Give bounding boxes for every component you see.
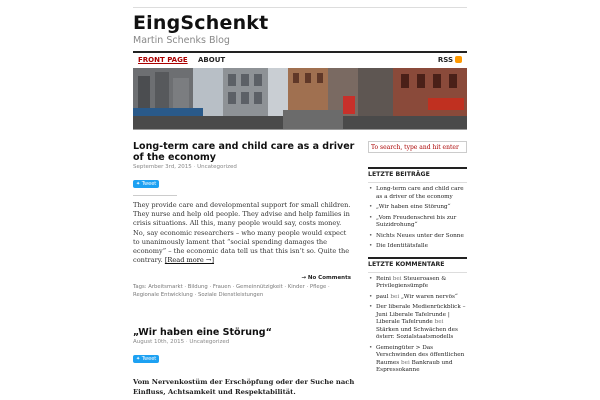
- site-tagline: Martin Schenks Blog: [133, 35, 230, 46]
- tag-link[interactable]: Bildung: [187, 284, 208, 291]
- main-content: [133, 141, 358, 397]
- list-item: [368, 345, 467, 375]
- post-category[interactable]: Uncategorized: [189, 339, 230, 346]
- post-category[interactable]: Uncategorized: [197, 164, 237, 170]
- sidebar: [368, 141, 467, 375]
- recent-post-link[interactable]: Die Identitätsfalle: [376, 243, 428, 249]
- rss-icon: [455, 56, 462, 63]
- post: [133, 141, 358, 299]
- rss-link[interactable]: [438, 56, 462, 64]
- comment-on: bei: [390, 293, 400, 300]
- search-input[interactable]: To search, type and hit enter: [368, 141, 467, 153]
- widget-title: LETZTE KOMMENTARE: [368, 259, 467, 273]
- post-meta: September 3rd, 2015 · Uncategorized: [133, 164, 237, 170]
- twitter-icon: ✦: [136, 181, 141, 187]
- tweet-button[interactable]: [133, 355, 159, 363]
- read-more-link[interactable]: [Read more →]: [164, 256, 215, 265]
- page-wrapper: [133, 0, 467, 400]
- main-nav: [133, 51, 467, 69]
- site-title[interactable]: EingSchenkt: [133, 12, 269, 34]
- recent-comments-widget: [368, 257, 467, 375]
- tweet-button[interactable]: [133, 180, 159, 188]
- list-item: [368, 294, 467, 302]
- top-divider: [133, 7, 467, 8]
- tag-link[interactable]: Soziale Dienstleistungen: [197, 292, 264, 299]
- comment-on: bei: [400, 359, 410, 366]
- post-date: September 3rd, 2015: [133, 164, 192, 170]
- list-item: [368, 215, 467, 230]
- tag-link[interactable]: Arbeitsmarkt: [148, 284, 183, 291]
- recent-posts-widget: [368, 167, 467, 251]
- post: [133, 327, 358, 397]
- post-date: August 10th, 2015: [133, 339, 185, 346]
- post-excerpt-text: They provide care and developmental support for small children. They nurse and help old people. They advise and help families in crisis situations. All this, many people would say, costs money. No, say economic researchers – who many people would expect to unanimously lament that “social spending damages the economy” – the economic data tell us that this isn’t so. Quite the contrary.: [133, 201, 351, 265]
- post-title[interactable]: „Wir haben eine Störung“: [133, 327, 272, 339]
- recent-post-link[interactable]: Nichts Neues unter der Sonne: [376, 232, 464, 239]
- tag-link[interactable]: Regionale Entwicklung: [133, 292, 193, 299]
- comment-author[interactable]: Der liberale Medienrückblick – Juni Liberale Tafelrunde | Liberale Tafelrunde: [376, 304, 466, 325]
- recent-post-link[interactable]: „Wir haben eine Störung“: [376, 204, 451, 210]
- post-title[interactable]: Long-term care and child care as a driver of the economy: [133, 141, 355, 163]
- nav-about[interactable]: ABOUT: [198, 56, 226, 64]
- comment-on: bei: [434, 319, 444, 325]
- widget-title: LETZTE BEITRÄGE: [368, 169, 467, 183]
- post-excerpt: [133, 201, 351, 265]
- recent-post-link[interactable]: Long-term care and child care as a driver of the economy: [376, 186, 464, 200]
- post-excerpt: Vom Nervenkostüm der Erschöpfung oder der Suche nach Einfluss, Achtsamkeit und Respektabilität.: [133, 378, 355, 396]
- nav-front-page[interactable]: FRONT PAGE: [138, 56, 188, 64]
- list-item: [368, 186, 467, 201]
- comment-post-link[interactable]: Stärken und Schwächen des österr. Sozialstaatsmodells: [376, 326, 458, 340]
- comment-author[interactable]: Gemeingüter > Das Verschwinden des öffentlichen Raumes: [376, 344, 465, 366]
- comment-post-link[interactable]: „Wir waren nervös“: [400, 293, 458, 300]
- list-item: [368, 243, 467, 251]
- comment-post-link[interactable]: Steueroasen & Privilegiensümpfe: [376, 275, 447, 289]
- header-banner-image: [133, 68, 467, 130]
- comment-post-link[interactable]: Bankraub und Espressokanne: [376, 359, 453, 373]
- comment-author[interactable]: paul: [376, 293, 389, 300]
- tweet-label: Tweet: [141, 356, 157, 363]
- comments-link[interactable]: → No Comments: [301, 275, 351, 282]
- list-item: [368, 304, 467, 342]
- list-item: [368, 276, 467, 291]
- tag-link[interactable]: Kinder: [287, 284, 305, 291]
- comment-author[interactable]: Reini: [376, 275, 391, 282]
- tags-label: Tags:: [133, 284, 147, 291]
- post-meta: August 10th, 2015 · Uncategorized: [133, 339, 230, 346]
- tag-link[interactable]: Frauen: [212, 284, 231, 291]
- rss-label: RSS: [437, 56, 453, 64]
- post-tags: Tags: Arbeitsmarkt · Bildung · Frauen · Gemeinnützigkeit · Kinder · Pflege · Regionale Entwicklung · Soziale Dienstleistungen: [133, 284, 330, 299]
- tag-link[interactable]: Gemeinnützigkeit: [235, 284, 283, 291]
- tag-link[interactable]: Pflege: [309, 284, 327, 291]
- recent-comments-list: [368, 276, 467, 375]
- list-item: [368, 233, 467, 241]
- twitter-icon: ✦: [136, 356, 141, 363]
- tweet-label: Tweet: [141, 181, 157, 187]
- post-divider: [133, 195, 177, 196]
- comment-on: bei: [392, 275, 402, 282]
- recent-posts-list: [368, 186, 467, 251]
- list-item: [368, 204, 467, 212]
- recent-post-link[interactable]: „Vom Freudenschrei bis zur Suizidrohung“: [376, 214, 457, 228]
